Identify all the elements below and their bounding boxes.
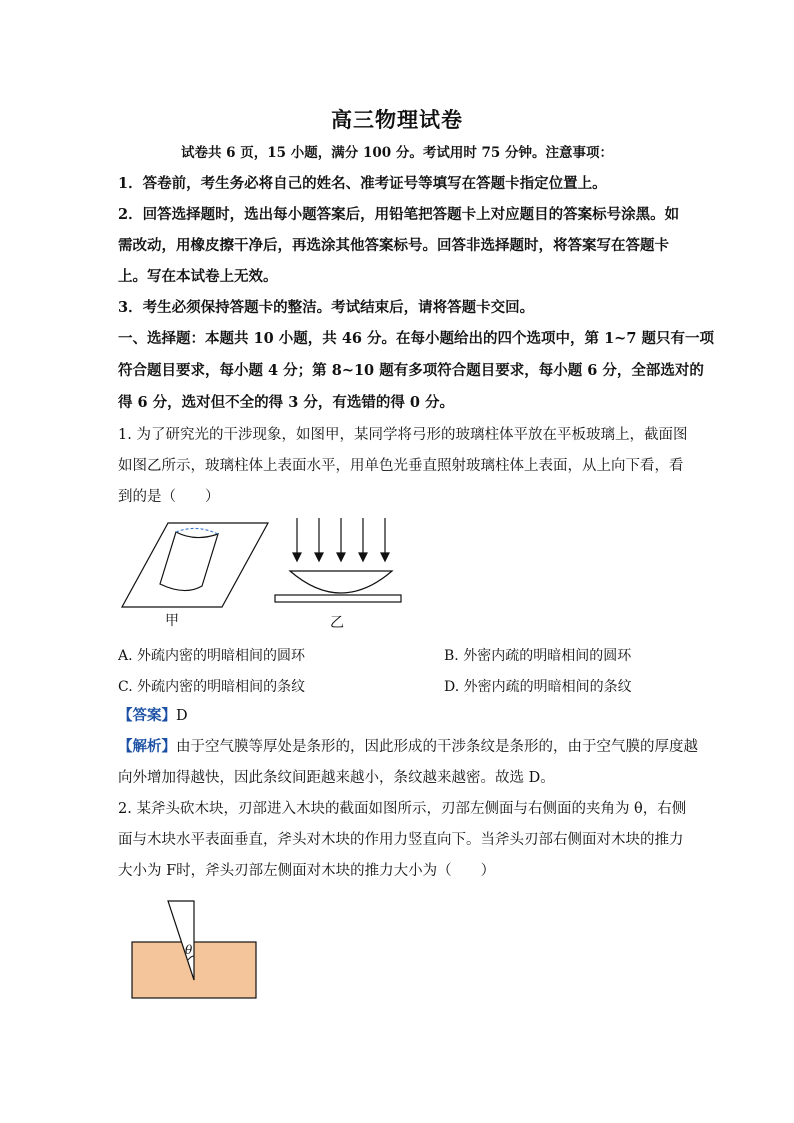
page-title: 高三物理试卷 — [331, 107, 463, 132]
q1-option-d: D. 外密内疏的明暗相间的条纹 — [444, 679, 632, 695]
q1-stem-line-3: 到的是（ ） — [118, 489, 220, 505]
cylinder-top-dashed-edge — [176, 528, 218, 534]
q1-stem-line-1: 1. 为了研究光的干涉现象，如图甲，某同学将弓形的玻璃柱体平放在平板玻璃上，截面图 — [118, 427, 688, 443]
figure-axe-wood — [130, 898, 262, 1002]
answer-tag: 【答案】 — [118, 707, 176, 724]
q2-stem-line-3: 大小为 F时，斧头刃部左侧面对木块的推力大小为（ ） — [118, 863, 496, 879]
q2-stem-line-2: 面与木块水平表面垂直，斧头对木块的作用力竖直向下。当斧头刃部右侧面对木块的推力 — [118, 832, 684, 848]
exam-subtitle: 试卷共 6 页，15 小题，满分 100 分。考试用时 75 分钟。注意事项： — [180, 145, 614, 161]
q1-option-c: C. 外疏内密的明暗相间的条纹 — [118, 679, 306, 695]
figure-yi — [270, 515, 406, 607]
theta-label: θ — [185, 943, 193, 957]
lens-cross-section — [290, 571, 392, 593]
analysis-text-1: 由于空气膜等厚处是条形的，因此形成的干涉条纹是条形的，由于空气膜的厚度越 — [176, 739, 698, 755]
note-2-line-2: 需改动，用橡皮擦干净后，再选涂其他答案标号。回答非选择题时，将答案写在答题卡 — [118, 237, 669, 254]
section-heading-line-2: 符合题目要求，每小题 4 分；第 8~10 题有多项符合题目要求，每小题 6 分，全部选对的 — [118, 362, 704, 379]
figure-jia-label: 甲 — [165, 613, 179, 629]
flat-glass-plate — [275, 595, 401, 602]
q1-option-b: B. 外密内疏的明暗相间的圆环 — [444, 648, 632, 664]
q1-answer — [118, 706, 188, 726]
q1-analysis-line-1 — [118, 737, 698, 757]
answer-value: D — [176, 708, 188, 724]
note-1: 1．答卷前，考生务必将自己的姓名、准考证号等填写在答题卡指定位置上。 — [118, 175, 607, 192]
light-rays — [293, 518, 389, 561]
figure-yi-label: 乙 — [330, 615, 344, 631]
note-2-line-1: 2．回答选择题时，选出每小题答案后，用铅笔把答题卡上对应题目的答案标号涂黑。如 — [118, 206, 680, 223]
figure-jia — [120, 520, 270, 608]
glass-cylinder — [160, 532, 218, 591]
q1-analysis-line-2: 向外增加得越快，因此条纹间距越来越小，条纹越来越密。故选 D。 — [118, 770, 555, 786]
q1-option-a: A. 外疏内密的明暗相间的圆环 — [118, 648, 306, 664]
note-3: 3．考生必须保持答题卡的整洁。考试结束后，请将答题卡交回。 — [118, 299, 535, 316]
analysis-tag: 【解析】 — [118, 738, 176, 755]
section-heading-line-1: 一、选择题：本题共 10 小题，共 46 分。在每小题给出的四个选项中，第 1~7 题只有一项 — [118, 330, 714, 347]
section-heading-line-3: 得 6 分，选对但不全的得 3 分，有选错的得 0 分。 — [118, 394, 455, 411]
q1-stem-line-2: 如图乙所示，玻璃柱体上表面水平，用单色光垂直照射玻璃柱体上表面，从上向下看，看 — [118, 458, 684, 474]
q2-stem-line-1: 2. 某斧头砍木块，刃部进入木块的截面如图所示，刃部左侧面与右侧面的夹角为 θ，右侧 — [118, 801, 687, 817]
note-2-line-3: 上。写在本试卷上无效。 — [118, 268, 278, 285]
glass-plate — [122, 523, 268, 607]
